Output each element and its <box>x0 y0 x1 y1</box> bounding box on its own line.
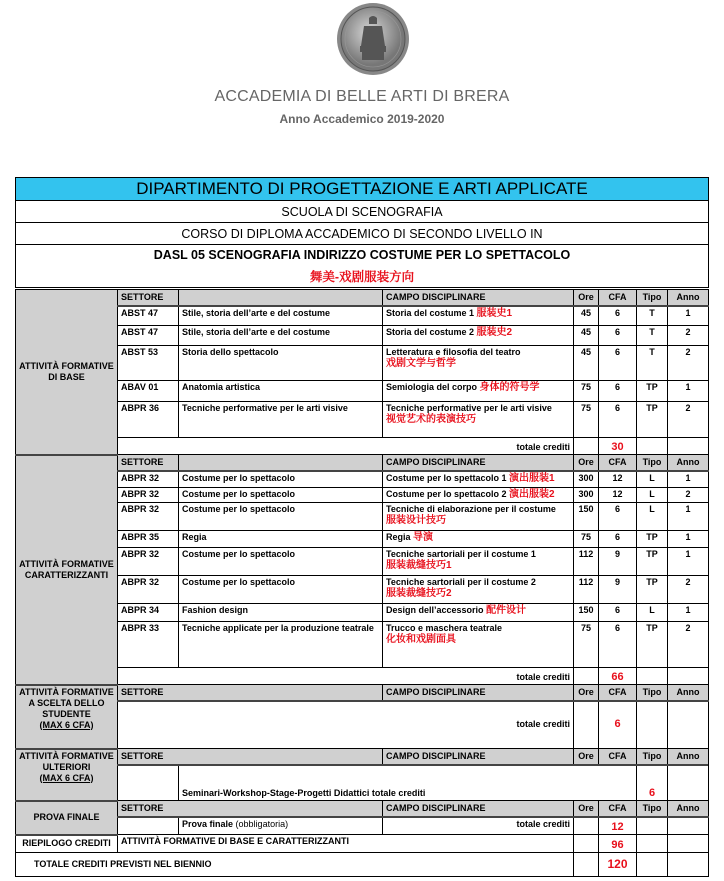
col-settore: SETTORE <box>118 455 179 471</box>
settore: ABPR 32 <box>118 471 179 488</box>
ore: 45 <box>574 346 599 381</box>
academic-year: Anno Accademico 2019-2020 <box>279 112 445 126</box>
tipo: TP <box>637 381 668 402</box>
riepilogo-label: RIEPILOGO CREDITI <box>16 835 118 853</box>
prova-label: PROVA FINALE <box>16 801 118 835</box>
col-tipo: Tipo <box>637 801 668 817</box>
totale-crediti-label: totale crediti <box>118 668 574 685</box>
disciplina: Regia <box>179 531 383 548</box>
program-title: DASL 05 SCENOGRAFIA INDIRIZZO COSTUME PER LO SPETTACOLO <box>16 245 709 266</box>
tipo: TP <box>637 402 668 438</box>
program-title-cn: 舞美-戏剧服装方向 <box>16 265 709 288</box>
caratt-total: 66 <box>599 668 637 685</box>
tipo: T <box>637 326 668 346</box>
col-cfa: CFA <box>599 685 637 701</box>
ore: 75 <box>574 531 599 548</box>
tipo: T <box>637 306 668 326</box>
settore: ABPR 35 <box>118 531 179 548</box>
col-ore: Ore <box>574 455 599 471</box>
cfa: 6 <box>599 531 637 548</box>
prova-totale-label: totale crediti <box>383 817 574 835</box>
totale-crediti-label: totale crediti <box>118 438 574 455</box>
table-row <box>16 531 709 548</box>
col-anno: Anno <box>668 455 709 471</box>
campo: Regia 导演 <box>383 531 574 548</box>
anno: 1 <box>668 306 709 326</box>
cfa: 6 <box>599 503 637 531</box>
campo: Storia del costume 2 服装史2 <box>383 326 574 346</box>
col-anno: Anno <box>668 749 709 765</box>
prova-item: Prova finale (obbligatoria) <box>179 817 383 835</box>
col-tipo: Tipo <box>637 455 668 471</box>
settore: ABST 53 <box>118 346 179 381</box>
cfa: 12 <box>599 488 637 503</box>
cfa: 6 <box>599 346 637 381</box>
ore: 75 <box>574 402 599 438</box>
col-tipo: Tipo <box>637 685 668 701</box>
campo-cn: 配件设计 <box>486 605 527 616</box>
settore: ABPR 32 <box>118 576 179 604</box>
settore: ABPR 34 <box>118 604 179 622</box>
campo: Design dell’accessorio 配件设计 <box>383 604 574 622</box>
settore: ABPR 33 <box>118 622 179 668</box>
base-label: ATTIVITÀ FORMATIVE DI BASE <box>16 290 118 455</box>
campo-cn: 演出服装2 <box>509 489 555 500</box>
ore: 45 <box>574 306 599 326</box>
campo: Tecniche di elaborazione per il costume 服装设计技巧 <box>383 503 574 531</box>
school-title: SCUOLA DI SCENOGRAFIA <box>16 201 709 223</box>
col-ore: Ore <box>574 749 599 765</box>
settore: ABAV 01 <box>118 381 179 402</box>
scelta-total: 6 <box>599 701 637 749</box>
ulteriori-total: 6 <box>637 765 668 801</box>
disciplina: Tecniche performative per le arti visive <box>179 402 383 438</box>
table-row <box>16 326 709 346</box>
cfa: 12 <box>599 471 637 488</box>
disciplina: Costume per lo spettacolo <box>179 471 383 488</box>
col-ore: Ore <box>574 685 599 701</box>
campo: Tecniche sartoriali per il costume 1 服装裁缝技巧1 <box>383 548 574 576</box>
col-campo: CAMPO DISCIPLINARE <box>383 290 574 306</box>
title-block <box>15 177 709 288</box>
ore: 150 <box>574 604 599 622</box>
disciplina: Anatomia artistica <box>179 381 383 402</box>
totale-label: TOTALE CREDITI PREVISTI NEL BIENNIO <box>16 853 574 877</box>
col-cfa: CFA <box>599 749 637 765</box>
cfa: 6 <box>599 326 637 346</box>
anno: 1 <box>668 604 709 622</box>
tipo: TP <box>637 622 668 668</box>
tipo: T <box>637 346 668 381</box>
col-tipo: Tipo <box>637 749 668 765</box>
col-settore: SETTORE <box>118 290 179 306</box>
table-row <box>16 402 709 438</box>
col-ore: Ore <box>574 290 599 306</box>
disciplina: Costume per lo spettacolo <box>179 576 383 604</box>
campo-cn: 身体的符号学 <box>479 382 540 393</box>
disciplina: Costume per lo spettacolo <box>179 548 383 576</box>
riepilogo-text: ATTIVITÀ FORMATIVE DI BASE E CARATTERIZZANTI <box>118 835 574 853</box>
anno: 1 <box>668 381 709 402</box>
tipo: L <box>637 503 668 531</box>
disciplina: Fashion design <box>179 604 383 622</box>
col-campo: CAMPO DISCIPLINARE <box>383 685 574 701</box>
table-row <box>16 471 709 488</box>
settore: ABST 47 <box>118 326 179 346</box>
settore: ABPR 36 <box>118 402 179 438</box>
campo-cn: 服装史2 <box>476 327 513 338</box>
totale-total: 120 <box>599 853 637 877</box>
col-anno: Anno <box>668 290 709 306</box>
cfa: 6 <box>599 306 637 326</box>
base-total: 30 <box>599 438 637 455</box>
ore: 45 <box>574 326 599 346</box>
table-row <box>16 548 709 576</box>
settore: ABPR 32 <box>118 548 179 576</box>
campo: Costume per lo spettacolo 2 演出服装2 <box>383 488 574 503</box>
anno: 1 <box>668 531 709 548</box>
col-anno: Anno <box>668 685 709 701</box>
tipo: L <box>637 471 668 488</box>
settore: ABPR 32 <box>118 503 179 531</box>
campo: Tecniche sartoriali per il costume 2 服装裁缝技巧2 <box>383 576 574 604</box>
disciplina: Tecniche applicate per la produzione teatrale <box>179 622 383 668</box>
table-row <box>16 381 709 402</box>
disciplina: Costume per lo spettacolo <box>179 488 383 503</box>
cfa: 6 <box>599 402 637 438</box>
anno: 2 <box>668 622 709 668</box>
campo-cn: 服装史1 <box>476 307 513 319</box>
col-campo: CAMPO DISCIPLINARE <box>383 801 574 817</box>
col-settore: SETTORE <box>118 685 383 701</box>
riepilogo-total: 96 <box>599 835 637 853</box>
disciplina: Stile, storia dell’arte e del costume <box>179 326 383 346</box>
table-row <box>16 503 709 531</box>
campo-cn: 戏剧文学与哲学 <box>386 358 456 369</box>
col-cfa: CFA <box>599 290 637 306</box>
table-row <box>16 488 709 503</box>
curriculum-table <box>15 289 709 877</box>
table-row <box>16 604 709 622</box>
campo-cn: 演出服装1 <box>509 472 555 484</box>
course-title: CORSO DI DIPLOMA ACCADEMICO DI SECONDO LIVELLO IN <box>16 223 709 245</box>
cfa: 6 <box>599 381 637 402</box>
academy-seal-logo <box>336 2 410 76</box>
anno: 2 <box>668 346 709 381</box>
campo: Tecniche performative per le arti visive 视觉艺术的表演技巧 <box>383 402 574 438</box>
ore: 75 <box>574 622 599 668</box>
campo: Storia del costume 1 服装史1 <box>383 306 574 326</box>
anno: 2 <box>668 402 709 438</box>
prova-total: 12 <box>599 817 637 835</box>
col-cfa: CFA <box>599 801 637 817</box>
col-settore: SETTORE <box>118 749 383 765</box>
settore: ABPR 32 <box>118 488 179 503</box>
cfa: 6 <box>599 604 637 622</box>
campo: Costume per lo spettacolo 1 演出服装1 <box>383 471 574 488</box>
cfa: 9 <box>599 548 637 576</box>
cfa: 9 <box>599 576 637 604</box>
disciplina: Storia dello spettacolo <box>179 346 383 381</box>
campo-cn: 化妆和戏剧面具 <box>386 634 456 645</box>
table-row <box>16 576 709 604</box>
campo: Semiologia del corpo 身体的符号学 <box>383 381 574 402</box>
disciplina: Costume per lo spettacolo <box>179 503 383 531</box>
col-ore: Ore <box>574 801 599 817</box>
col-campo: CAMPO DISCIPLINARE <box>383 749 574 765</box>
campo: Trucco e maschera teatrale 化妆和戏剧面具 <box>383 622 574 668</box>
table-row <box>16 306 709 326</box>
table-row <box>16 622 709 668</box>
ore: 150 <box>574 503 599 531</box>
disciplina: Stile, storia dell’arte e del costume <box>179 306 383 326</box>
campo-cn: 服装裁缝技巧2 <box>386 588 452 599</box>
tipo: TP <box>637 576 668 604</box>
col-anno: Anno <box>668 801 709 817</box>
settore: ABST 47 <box>118 306 179 326</box>
department-title: DIPARTIMENTO DI PROGETTAZIONE E ARTI APPLICATE <box>16 178 709 201</box>
scelta-totale-label: totale crediti <box>118 701 574 749</box>
campo-cn: 导演 <box>413 532 434 543</box>
anno: 2 <box>668 488 709 503</box>
tipo: L <box>637 488 668 503</box>
col-settore: SETTORE <box>118 801 383 817</box>
tipo: TP <box>637 548 668 576</box>
ore: 75 <box>574 381 599 402</box>
anno: 1 <box>668 503 709 531</box>
ulteriori-text: Seminari-Workshop-Stage-Progetti Didattici totale crediti <box>179 765 599 801</box>
campo: Letteratura e filosofia del teatro 戏剧文学与哲学 <box>383 346 574 381</box>
tipo: TP <box>637 531 668 548</box>
ore: 300 <box>574 488 599 503</box>
anno: 2 <box>668 576 709 604</box>
cfa: 6 <box>599 622 637 668</box>
anno: 1 <box>668 471 709 488</box>
campo-cn: 服装裁缝技巧1 <box>386 560 452 571</box>
col-campo: CAMPO DISCIPLINARE <box>383 455 574 471</box>
table-row <box>16 346 709 381</box>
caratt-label: ATTIVITÀ FORMATIVE CARATTERIZZANTI <box>16 455 118 685</box>
institution-name: ACCADEMIA DI BELLE ARTI DI BRERA <box>214 88 510 105</box>
ulteriori-label: ATTIVITÀ FORMATIVE ULTERIORI (MAX 6 CFA) <box>16 749 118 801</box>
col-cfa: CFA <box>599 455 637 471</box>
anno: 2 <box>668 326 709 346</box>
campo-cn: 视觉艺术的表演技巧 <box>386 414 476 425</box>
col-tipo: Tipo <box>637 290 668 306</box>
ore: 112 <box>574 576 599 604</box>
scelta-label: ATTIVITÀ FORMATIVE A SCELTA DELLO STUDENTE (MAX 6 CFA) <box>16 685 118 749</box>
ore: 300 <box>574 471 599 488</box>
campo-cn: 服装设计技巧 <box>386 515 446 526</box>
anno: 1 <box>668 548 709 576</box>
tipo: L <box>637 604 668 622</box>
ore: 112 <box>574 548 599 576</box>
